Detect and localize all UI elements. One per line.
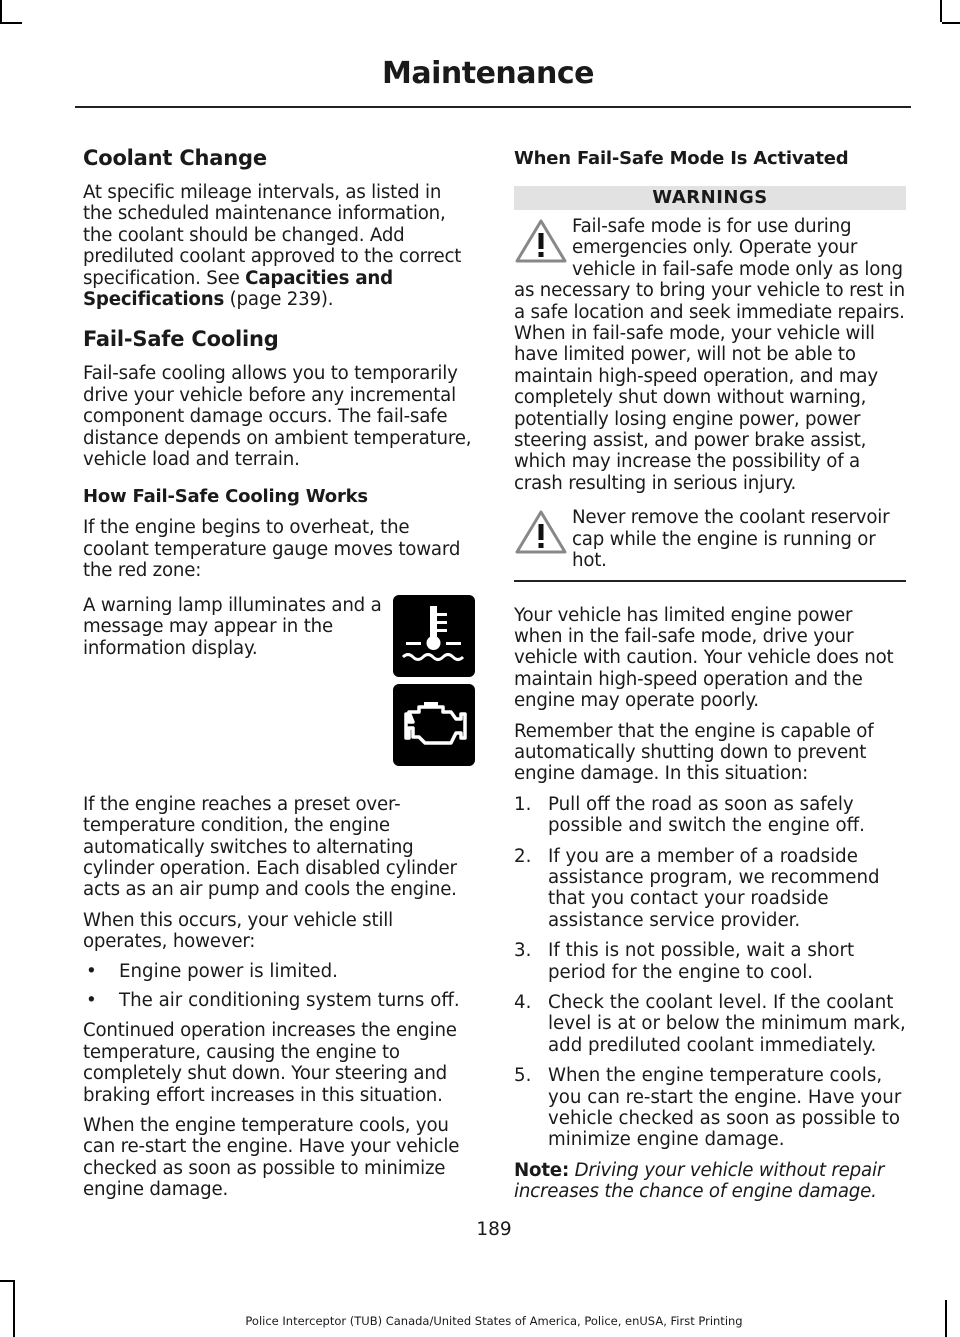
lamp-text: A warning lamp illuminates and a message may appear in the information display. <box>83 594 382 659</box>
warning-lamp-row <box>83 595 475 773</box>
limited-paragraph: Your vehicle has limited engine power when in the fail-safe mode, drive your vehicle with caution. Your vehicle does not maintain high-speed operation and the engine may operate poorly. <box>514 604 894 712</box>
right-column <box>514 138 906 1203</box>
failsafe-heading: Fail-Safe Cooling <box>83 327 279 352</box>
list-item: 4. Check the coolant level. If the coolant level is at or below the minimum mark, add prediluted coolant immediately. <box>514 992 906 1056</box>
coolant-change-heading: Coolant Change <box>83 146 267 170</box>
warnings-header: WARNINGS <box>514 186 906 210</box>
list-item: 1. Pull off the road as soon as safely possible and switch the engine off. <box>514 793 865 837</box>
note-paragraph <box>514 1160 906 1203</box>
warning-1 <box>514 216 906 494</box>
crop-mark <box>0 1280 15 1282</box>
remember-paragraph: Remember that the engine is capable of automatically shutting down to prevent engine damage. In this situation: <box>514 720 874 785</box>
how-heading: How Fail-Safe Cooling Works <box>83 486 368 508</box>
bullet-text: Engine power is limited. <box>119 960 338 982</box>
how-paragraph: If the engine begins to overheat, the coolant temperature gauge moves toward the red zone: <box>83 517 461 582</box>
warning-2-text: Never remove the coolant reservoir cap while the engine is running or hot. <box>572 507 890 572</box>
page-reference: (page 239). <box>224 289 334 311</box>
warning-1-text: Fail-safe mode is for use during emergencies only. Operate your vehicle in fail-safe mode only as long as necessary to bring your vehicle to rest in a safe location and seek immediate repairs. When in fail-safe mode, your vehicle will have limited power, will not be able to maintain high-speed operation, and may completely shut down without warning, potentially losing engine power, power steering assist, and power brake assist, which may increase the possibility of a crash resulting in serious injury. <box>514 216 905 494</box>
warning-lamp-icons <box>393 595 475 773</box>
warning-2 <box>514 507 906 571</box>
activated-heading: When Fail-Safe Mode Is Activated <box>514 148 849 169</box>
crop-mark <box>13 1280 15 1337</box>
list-item: 3. If this is not possible, wait a short period for the engine to cool. <box>514 940 855 983</box>
coolant-change-text: At specific mileage intervals, as listed in the scheduled maintenance information, the coolant should be changed. Add prediluted coolant approved to the correct specification. See <box>83 182 462 289</box>
cools-paragraph: When the engine temperature cools, you can re-start the engine. Have your vehicle checked as soon as possible to minimize engine damage. <box>83 1114 460 1201</box>
left-column <box>83 138 475 1201</box>
note-text: Driving your vehicle without repair increases the chance of engine damage. <box>514 1159 885 1203</box>
when-occurs-paragraph: When this occurs, your vehicle still operates, however: <box>83 909 393 953</box>
list-item: • Engine power is limited. <box>86 960 338 982</box>
header-divider <box>75 106 911 108</box>
continued-paragraph: Continued operation increases the engine temperature, causing the engine to completely shut down. Your steering and braking effort increases in this situation. <box>83 1020 457 1106</box>
check-engine-icon <box>393 684 475 766</box>
bullet-text: The air conditioning system turns off. <box>119 989 460 1011</box>
list-item: • The air conditioning system turns off. <box>86 989 460 1011</box>
failsafe-paragraph: Fail-safe cooling allows you to temporarily drive your vehicle before any incremental component damage occurs. The fail-safe distance depends on ambient temperature, vehicle load and terrain. <box>83 363 472 471</box>
coolant-change-paragraph <box>83 182 475 310</box>
warnings-divider <box>514 580 906 582</box>
warning-triangle-icon <box>514 507 568 557</box>
crop-mark <box>940 0 942 22</box>
page-title: Maintenance <box>381 56 594 91</box>
warning-triangle-icon <box>514 216 568 266</box>
capacities-link[interactable]: Capacities and Specifications <box>83 267 393 311</box>
note-label: Note: <box>514 1159 570 1181</box>
list-item: 5. When the engine temperature cools, you can re-start the engine. Have your vehicle checked as soon as possible to minimize engine damage. <box>514 1065 902 1151</box>
crop-mark <box>942 22 960 24</box>
crop-mark <box>0 22 22 24</box>
coolant-temperature-icon <box>393 595 475 677</box>
crop-mark <box>0 0 2 22</box>
footer-text: Police Interceptor (TUB) Canada/United States of America, Police, enUSA, First Printing <box>245 1314 743 1328</box>
list-item: 2. If you are a member of a roadside assistance program, we recommend that you contact your roadside assistance service provider. <box>514 845 880 931</box>
page-number: 189 <box>476 1219 512 1240</box>
overtemp-paragraph: If the engine reaches a preset over-temperature condition, the engine automatically switches to alternating cylinder operation. Each disabled cylinder acts as an air pump and cools the engine. <box>83 793 457 901</box>
